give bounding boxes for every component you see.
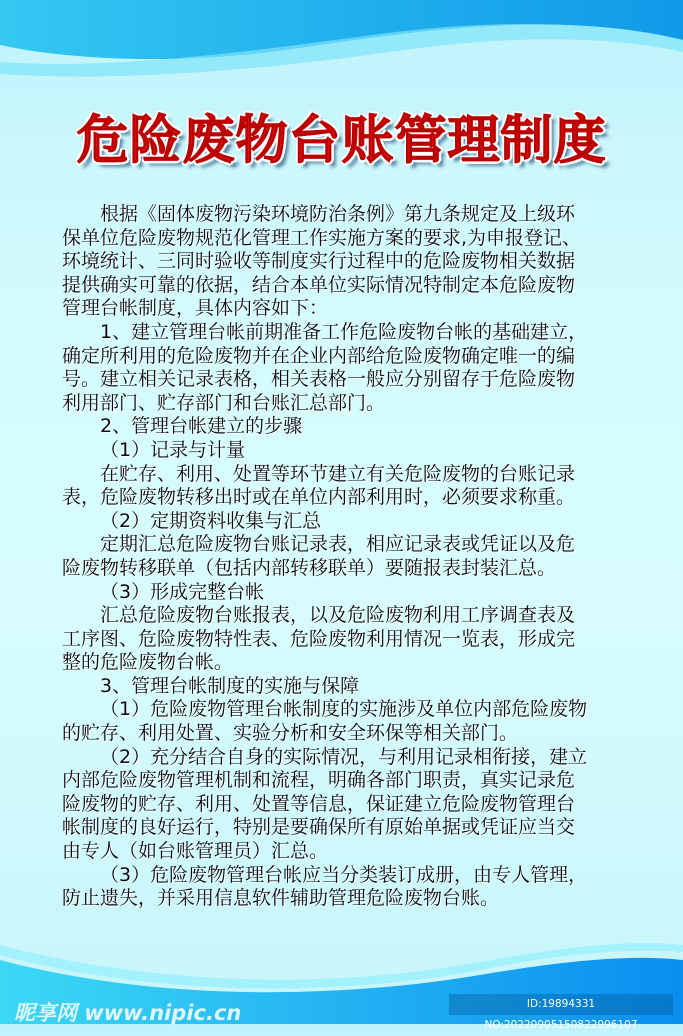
text-line: （2）定期资料收集与汇总 <box>100 509 322 532</box>
text-line: （3）危险废物管理台帐应当分类装订成册，由专人管理， <box>100 863 588 886</box>
text-line: 由专人（如台账管理员）汇总。 <box>62 840 329 863</box>
text-line: 汇总危险废物台账报表，以及危险废物利用工序调查表及 <box>100 604 576 627</box>
text-line: 防止遗失，并采用信息软件辅助管理危险废物台账。 <box>62 887 500 910</box>
text-line: 在贮存、利用、处置等环节建立有关危险废物的台账记录 <box>100 462 576 485</box>
watermark-logo: 昵享网 www.nipic.cn <box>14 1001 242 1025</box>
text-line: 的贮存、利用处置、实验分析和安全环保等相关部门。 <box>62 722 519 745</box>
text-line: 定期汇总危险废物台账记录表，相应记录表或凭证以及危 <box>100 533 576 556</box>
text-line: 管理台帐制度，具体内容如下： <box>62 297 329 320</box>
text-line: 整的危险废物台帐。 <box>62 651 234 674</box>
text-line: 根据《固体废物污染环境防治条例》第九条规定及上级环 <box>100 203 576 225</box>
text-line: 确定所利用的危险废物并在企业内部给危险废物确定唯一的编 <box>62 344 576 367</box>
text-line: 1、建立管理台帐前期准备工作危险废物台帐的基础建立， <box>100 320 588 343</box>
text-line: 保单位危险废物规范化管理工作实施方案的要求,为申报登记、 <box>62 226 582 249</box>
text-line: （2）充分结合自身的实际情况，与利用记录相衔接，建立 <box>100 745 588 768</box>
text-line: 号。建立相关记录表格，相关表格一般应分别留存于危险废物 <box>62 368 576 391</box>
text-line: （1）记录与计量 <box>100 438 246 461</box>
text-line: 提供确实可靠的依据，结合本单位实际情况特制定本危险废物 <box>62 273 576 296</box>
text-line: 内部危险废物管理机制和流程，明确各部门职责，真实记录危 <box>62 769 576 792</box>
text-line: 险废物转移联单（包括内部转移联单）要随报表封装汇总。 <box>62 556 557 579</box>
text-line: （1）危险废物管理台帐制度的实施涉及单位内部危险废物 <box>100 698 588 721</box>
image-id-label: ID:19894331 NO:20220905150822996107 <box>449 994 673 1015</box>
text-line: 险废物的贮存、利用、处置等信息，保证建立危险废物管理台 <box>62 792 576 815</box>
text-line: 3、管理台帐制度的实施与保障 <box>100 674 360 697</box>
text-line: 工序图、危险废物特性表、危险废物利用情况一览表，形成完 <box>62 627 576 650</box>
text-line: （3）形成完整台帐 <box>100 580 265 603</box>
text-line: 表，危险废物转移出时或在单位内部利用时，必须要求称重。 <box>62 486 576 509</box>
text-line: 2、管理台帐建立的步骤 <box>100 415 303 438</box>
page-title: 危险废物台账管理制度 <box>76 111 607 171</box>
regulation-body <box>62 203 624 911</box>
text-line: 利用部门、贮存部门和台账汇总部门。 <box>62 391 386 414</box>
text-line: 环境统计、三同时验收等制度实行过程中的危险废物相关数据 <box>62 250 576 273</box>
text-line: 帐制度的良好运行，特别是要确保所有原始单据或凭证应当交 <box>62 816 576 839</box>
